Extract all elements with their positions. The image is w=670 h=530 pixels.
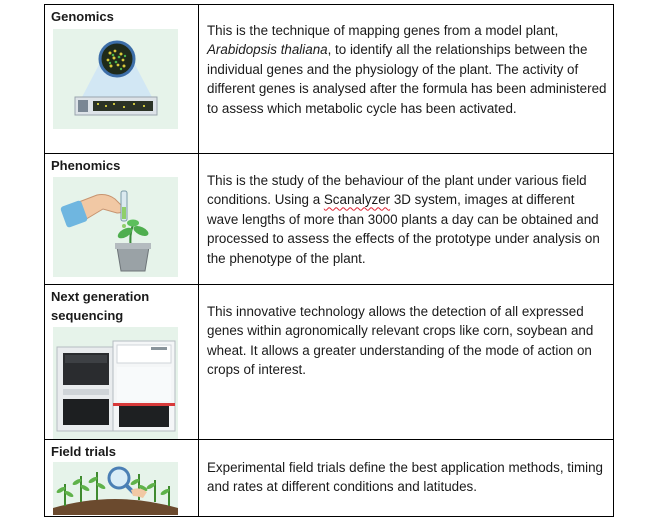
label-cell (45, 154, 199, 285)
microarray-slide-icon (53, 29, 178, 129)
row-desc-phenomics (199, 154, 613, 268)
sequencer-machine-icon (53, 327, 178, 439)
table-row (45, 440, 614, 517)
row-desc-genomics (199, 5, 613, 118)
field-magnifier-icon (53, 462, 178, 515)
species-name: Arabidopsis thaliana (207, 42, 328, 58)
desc-text: 3D system, images at different wave lengths of more than 3000 plants a day can be obtained and processed to assess the effects of the prototype under analysis on the phenotype of the plant. (207, 192, 600, 266)
desc-cell (199, 285, 614, 440)
row-label-genomics: Genomics (51, 9, 114, 24)
desc-cell (199, 5, 614, 154)
spellcheck-word: Scanalyzer (323, 192, 391, 208)
row-label-phenomics: Phenomics (51, 158, 121, 173)
desc-text: This is the study of the behaviour of the plant under various field conditions. Using a (207, 173, 587, 208)
row-desc-field-trials: Experimental field trials define the best application methods, timing and rates at different conditions and latitudes. (207, 460, 603, 495)
row-label-field-trials: Field trials (51, 444, 117, 459)
desc-text: This is the technique of mapping genes from a model plant, (207, 23, 559, 38)
techniques-table (44, 4, 614, 517)
row-label-sequencing: Next generation sequencing (51, 289, 150, 323)
desc-text: , to identify all the relationships between the individual genes and the physiology of the plant. The activity of different genes is analysed after the formula has been administered to assess which metabolic cycle has been activated. (207, 42, 607, 116)
desc-cell (199, 440, 614, 517)
label-cell (45, 285, 199, 440)
row-desc-sequencing: This innovative technology allows the detection of all expressed genes within agronomically relevant crops like corn, soybean and wheat. It allows a greater understanding of the mode of action on crops of interest. (207, 304, 594, 378)
table-row (45, 5, 614, 154)
label-cell (45, 5, 199, 154)
desc-cell (199, 154, 614, 285)
table-row (45, 154, 614, 285)
table-row (45, 285, 614, 440)
label-cell (45, 440, 199, 517)
hand-dropper-plant-icon (53, 177, 178, 277)
